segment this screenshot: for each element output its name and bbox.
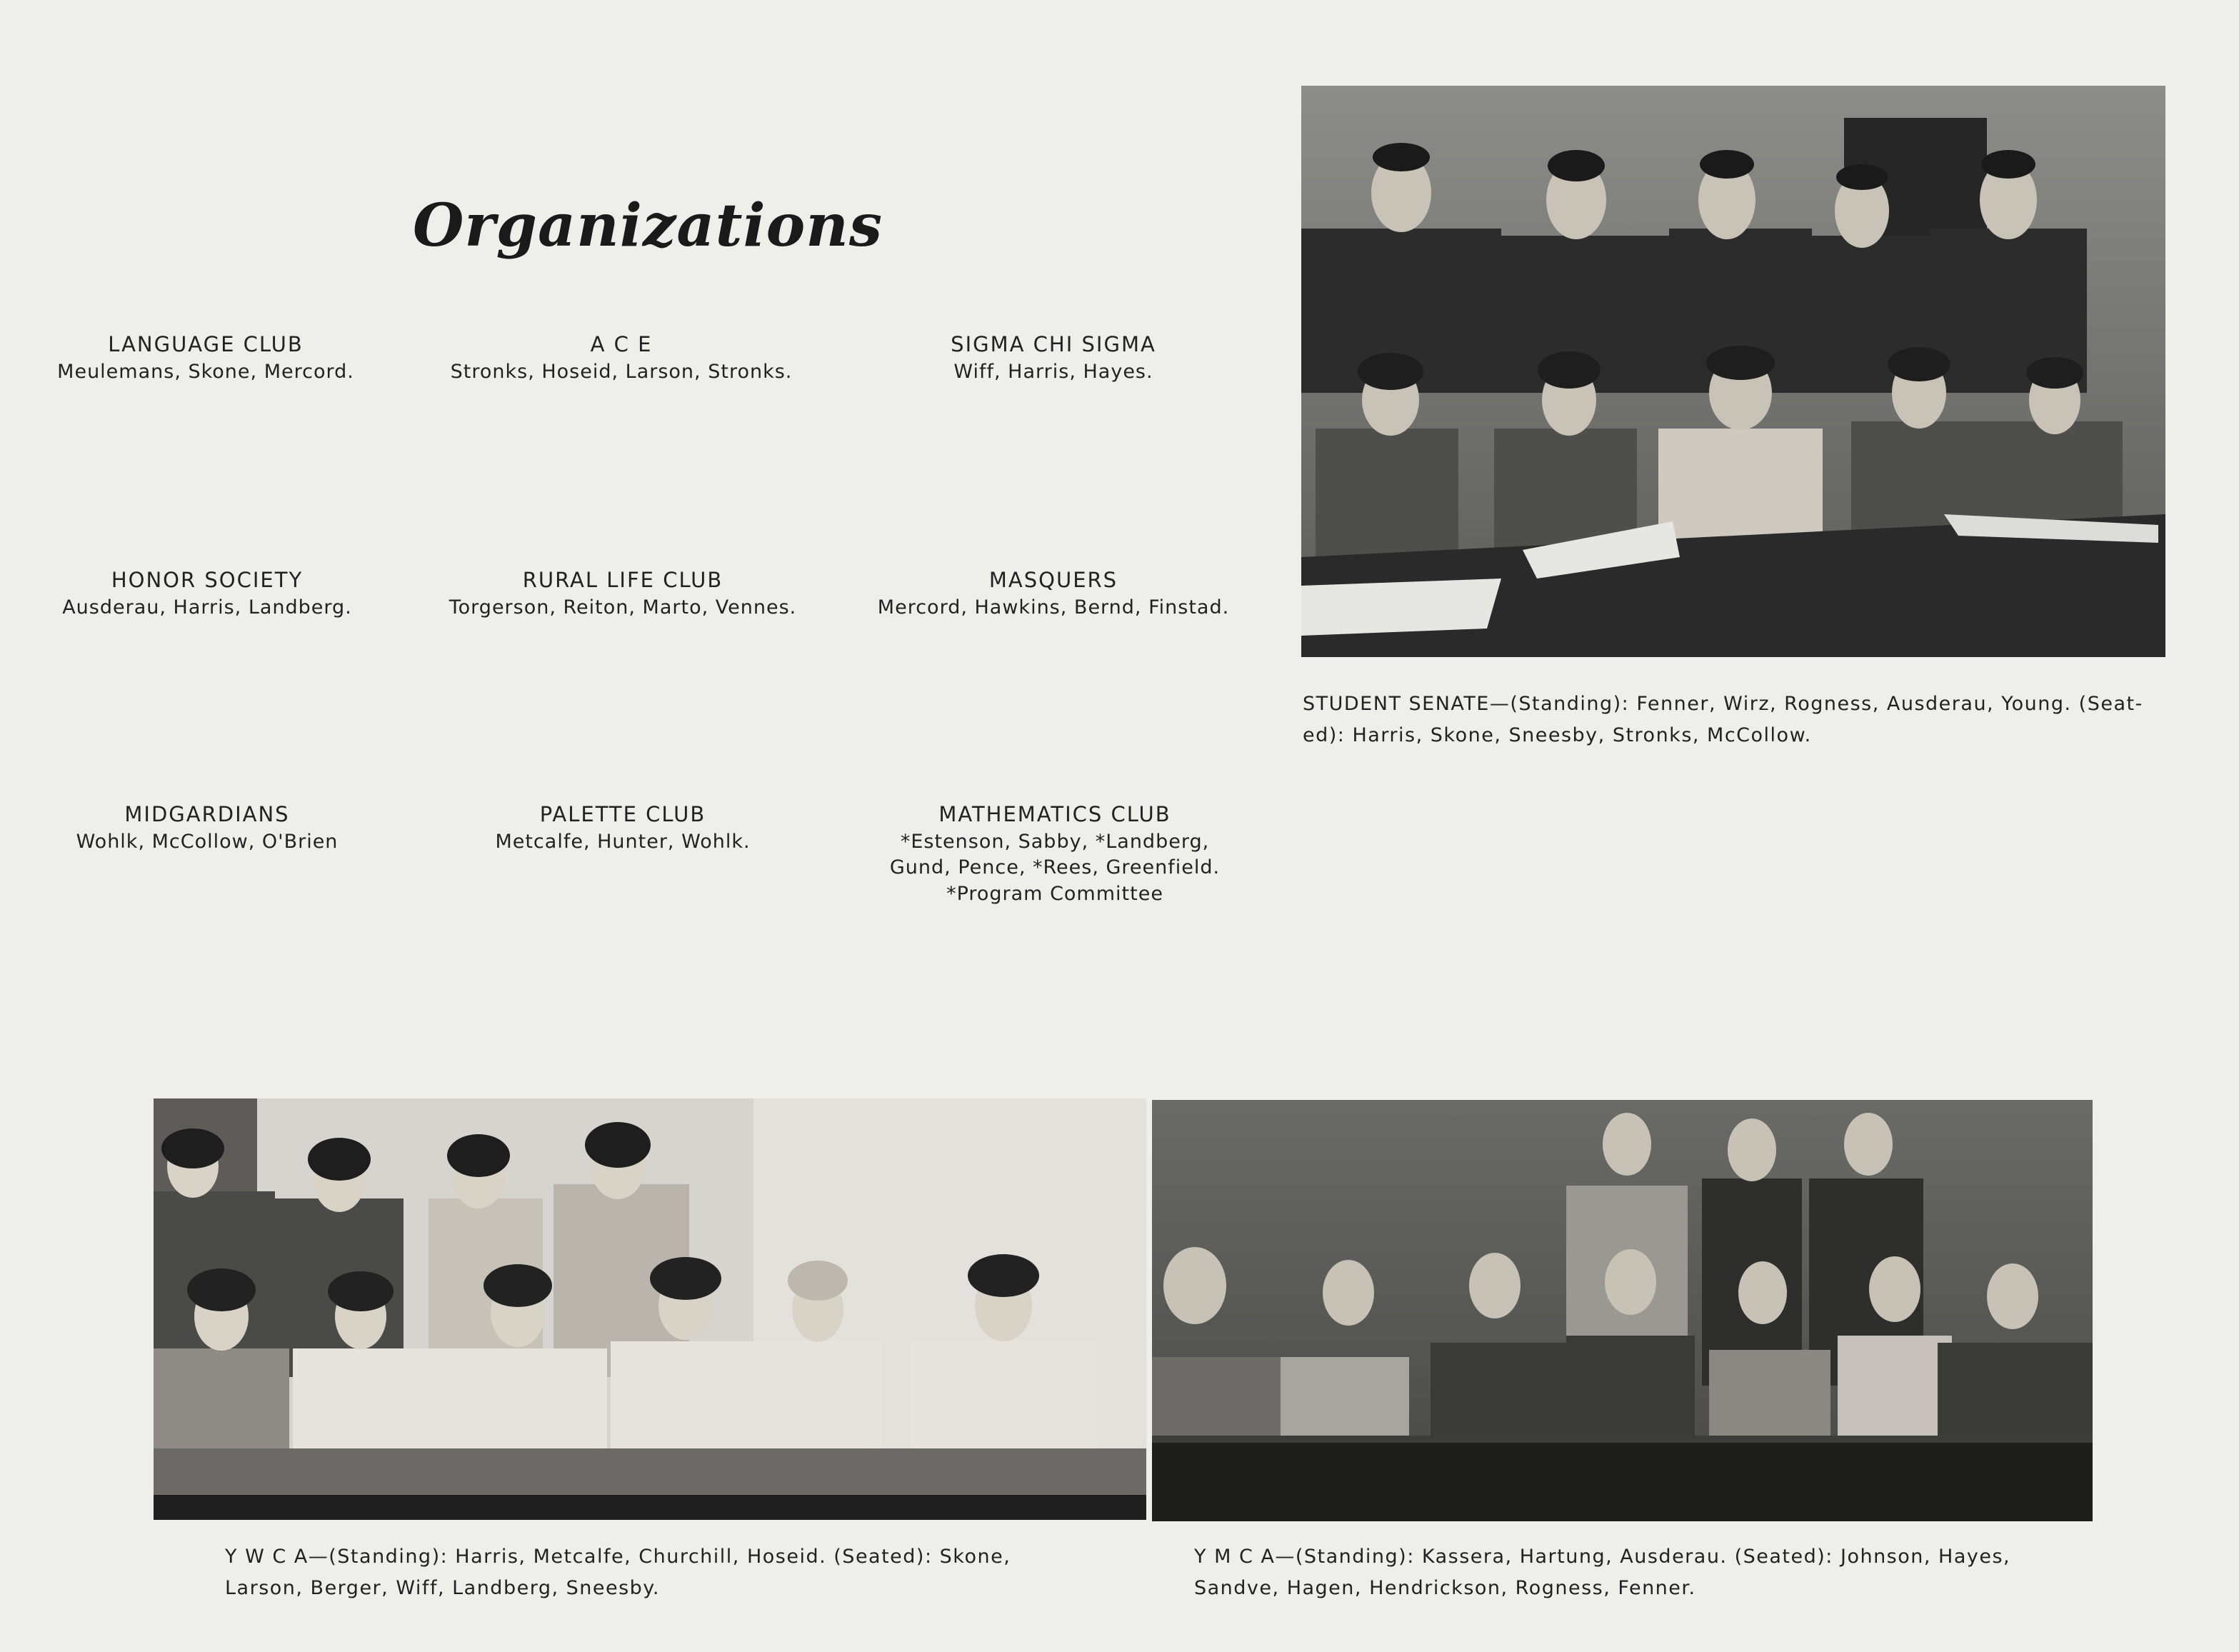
caption-line: Sandve, Hagen, Hendrickson, Rogness, Fenner. [1194, 1577, 1696, 1599]
club-rural-life [423, 566, 823, 621]
caption-line: Larson, Berger, Wiff, Landberg, Sneesby. [225, 1577, 661, 1599]
club-sigma-chi-sigma [853, 330, 1253, 386]
club-ace [421, 330, 821, 386]
club-members: Mercord, Hawkins, Bernd, Finstad. [877, 596, 1230, 619]
club-name: PALETTE CLUB [539, 802, 706, 826]
club-note: *Program Committee [946, 883, 1163, 905]
ymca-photo [1152, 1100, 2093, 1521]
caption-line: Y M C A—(Standing): Kassera, Hartung, Ausderau. (Seated): Johnson, Hayes, [1194, 1546, 2011, 1568]
club-members: Metcalfe, Hunter, Wohlk. [495, 831, 751, 853]
club-name: MATHEMATICS CLUB [938, 802, 1171, 826]
club-name: LANGUAGE CLUB [108, 332, 304, 356]
club-members: *Estenson, Sabby, *Landberg, [900, 831, 1210, 853]
club-language [6, 330, 406, 386]
club-honor-society [7, 566, 407, 621]
club-name: MASQUERS [988, 568, 1118, 592]
club-name: RURAL LIFE CLUB [522, 568, 723, 592]
club-members: Stronks, Hoseid, Larson, Stronks. [450, 361, 793, 383]
caption-line: Y W C A—(Standing): Harris, Metcalfe, Churchill, Hoseid. (Seated): Skone, [225, 1546, 1011, 1568]
club-members: Torgerson, Reiton, Marto, Vennes. [449, 596, 797, 619]
club-members: Ausderau, Harris, Landberg. [62, 596, 352, 619]
ywca-caption [225, 1541, 1168, 1604]
club-name: MIDGARDIANS [124, 802, 290, 826]
student-senate-caption [1303, 689, 2167, 751]
caption-line: ed): Harris, Skone, Sneesby, Stronks, McCollow. [1303, 724, 1812, 746]
club-palette [423, 800, 823, 856]
club-members: Gund, Pence, *Rees, Greenfield. [889, 856, 1221, 878]
club-midgardians [7, 800, 407, 856]
club-name: SIGMA CHI SIGMA [951, 332, 1156, 356]
club-masquers [853, 566, 1253, 621]
club-name: HONOR SOCIETY [111, 568, 304, 592]
caption-line: STUDENT SENATE—(Standing): Fenner, Wirz, Rogness, Ausderau, Young. (Seat- [1303, 693, 2143, 715]
ymca-caption [1194, 1541, 2123, 1604]
student-senate-photo [1301, 86, 2165, 657]
club-name: A C E [590, 332, 653, 356]
club-members: Meulemans, Skone, Mercord. [57, 361, 354, 383]
ywca-photo [154, 1098, 1146, 1520]
club-members: Wohlk, McCollow, O'Brien [76, 831, 339, 853]
page-title: Organizations [413, 191, 883, 260]
club-members: Wiff, Harris, Hayes. [953, 361, 1153, 383]
club-mathematics [855, 800, 1255, 908]
